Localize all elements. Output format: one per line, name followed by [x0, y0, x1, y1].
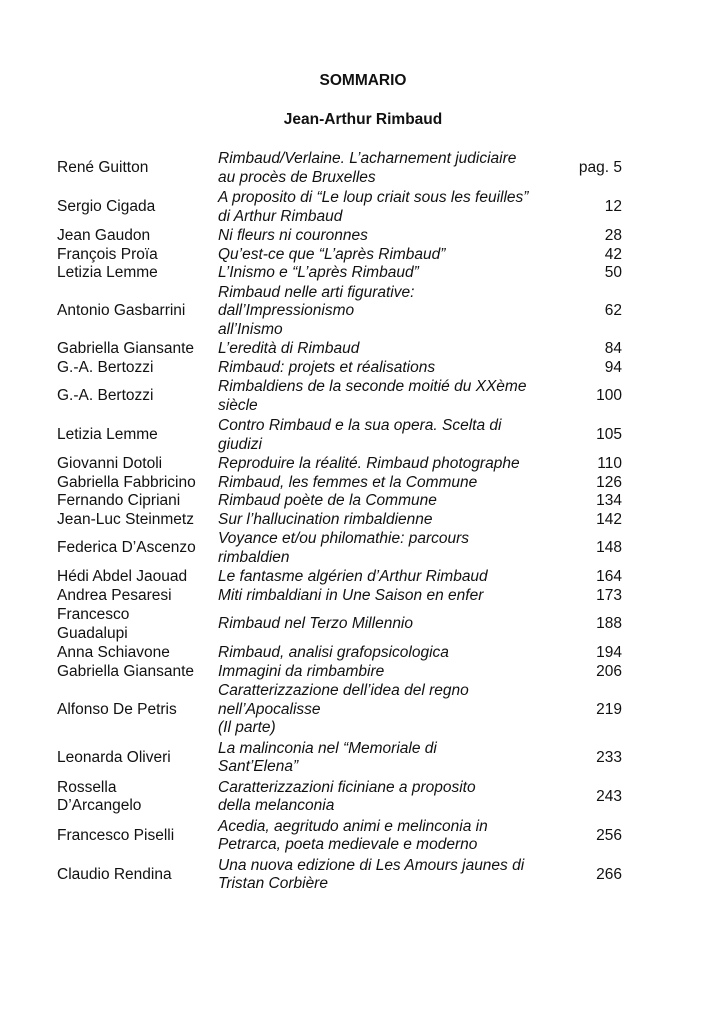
- toc-entry: [57, 663, 622, 682]
- entry-title-line: Rimbaud, les femmes et la Commune: [218, 473, 478, 491]
- entry-page-number: 142: [596, 510, 622, 528]
- entry-author: Fernando Cipriani: [57, 492, 181, 509]
- entry-author: Jean Gaudon: [57, 227, 151, 244]
- entry-title: [218, 587, 573, 606]
- entry-author: Jean-Luc Steinmetz: [57, 510, 194, 528]
- entry-title-line: Tristan Corbière: [218, 875, 328, 892]
- entry-author: Gabriella Giansante: [57, 662, 194, 680]
- entry-title: [218, 416, 573, 455]
- entry-title: [218, 739, 573, 778]
- entry-page-number: 173: [596, 586, 622, 604]
- entry-title-line: all’Inismo: [218, 320, 283, 338]
- entry-author: François Proïa: [57, 245, 158, 263]
- entry-title: [218, 778, 573, 817]
- toc-entry: [57, 474, 622, 493]
- page-heading: SOMMARIO: [319, 72, 407, 89]
- entry-page-number: 100: [596, 387, 622, 405]
- entry-page-number: 28: [604, 227, 622, 244]
- entry-title-line: giudizi: [218, 435, 262, 453]
- entry-title: [218, 359, 573, 378]
- toc-entry: [57, 681, 622, 739]
- entry-page-number: 164: [596, 568, 622, 585]
- entry-title: [218, 644, 573, 663]
- entry-title-line: L’eredità di Rimbaud: [218, 340, 360, 357]
- entry-title: [218, 663, 573, 682]
- entry-author: Anna Schiavone: [57, 644, 170, 661]
- entry-author: Gabriella Fabbricino: [57, 473, 196, 491]
- entry-page-number: 206: [596, 662, 622, 680]
- entry-title: [218, 149, 573, 188]
- entry-title-line: L’Inismo e “L’après Rimbaud”: [218, 264, 419, 281]
- entry-title-line: Immagini da rimbambire: [218, 662, 385, 680]
- entry-title: [218, 246, 573, 265]
- entry-title-line: La malinconia nel “Memoriale di: [218, 739, 437, 757]
- toc-entry: [57, 644, 622, 663]
- entry-author: Letizia Lemme: [57, 426, 158, 444]
- entry-title-line: Rimbaud/Verlaine. L’acharnement judiciaire: [218, 150, 517, 167]
- entry-author: Sergio Cigada: [57, 198, 156, 216]
- entry-title: [218, 681, 573, 739]
- toc-entry: [57, 587, 622, 606]
- entry-title-line: Rimbaud: projets et réalisations: [218, 358, 436, 376]
- toc-entry: [57, 568, 622, 587]
- entry-page-number: 84: [604, 340, 622, 357]
- entry-title-line: Ni fleurs ni couronnes: [218, 227, 368, 244]
- entry-page-number: 134: [596, 492, 622, 509]
- entry-title-line: nell’Apocalisse: [218, 700, 321, 718]
- entry-title-line: Rimbaldiens de la seconde moitié du XXème: [218, 378, 527, 395]
- entry-title: [218, 511, 573, 530]
- entry-author: Antonio Gasbarrini: [57, 302, 186, 319]
- entry-page-number: 256: [596, 826, 622, 844]
- entry-author: Alfonso De Petris: [57, 700, 177, 718]
- toc-entry: [57, 416, 622, 455]
- entry-page-number: 243: [596, 787, 622, 805]
- entry-title-line: di Arthur Rimbaud: [218, 207, 343, 225]
- entry-title: [218, 817, 573, 856]
- toc-entry: [57, 264, 622, 283]
- entry-page-number: 266: [596, 865, 622, 883]
- entry-title-line: Contro Rimbaud e la sua opera. Scelta di: [218, 417, 502, 434]
- toc-entry: [57, 340, 622, 359]
- entry-title-line: Caratterizzazioni ficiniane a proposito: [218, 778, 476, 796]
- entry-title-line: au procès de Bruxelles: [218, 168, 376, 186]
- entry-author: Francesco Guadalupi: [57, 606, 130, 642]
- entry-page-number: 110: [597, 455, 622, 472]
- entry-title-line: siècle: [218, 396, 258, 414]
- entry-author: Claudio Rendina: [57, 865, 172, 883]
- toc-body: [57, 149, 622, 895]
- entry-title-line: A proposito di “Le loup criait sous les feuilles”: [218, 189, 529, 206]
- entry-title: [218, 340, 573, 359]
- toc-entry: [57, 856, 622, 895]
- entry-page-number: pag. 5: [578, 159, 622, 177]
- entry-title: [218, 377, 573, 416]
- entry-author: G.-A. Bertozzi: [57, 387, 154, 405]
- toc-entry: [57, 149, 622, 188]
- entry-title-line: Sur l’hallucination rimbaldienne: [218, 510, 433, 528]
- toc-entry: [57, 283, 622, 341]
- entry-title: [218, 188, 573, 227]
- entry-title: [218, 492, 573, 511]
- entry-author: Federica D’Ascenzo: [57, 539, 196, 557]
- toc-entry: [57, 227, 622, 246]
- entry-title-line: Miti rimbaldiani in Une Saison en enfer: [218, 586, 484, 604]
- entry-title: [218, 605, 573, 644]
- entry-author: G.-A. Bertozzi: [57, 358, 154, 376]
- entry-author: Hédi Abdel Jaouad: [57, 568, 188, 585]
- entry-page-number: 42: [604, 245, 622, 263]
- toc-entry: [57, 739, 622, 778]
- entry-title-line: della melanconia: [218, 797, 335, 814]
- entry-page-number: 62: [604, 302, 622, 319]
- entry-title-line: Rimbaud, analisi grafopsicologica: [218, 644, 449, 661]
- entry-title-line: Sant’Elena”: [218, 758, 299, 775]
- entry-title: [218, 455, 573, 474]
- entry-title: [218, 227, 573, 246]
- entry-title: [218, 264, 573, 283]
- entry-title-line: Reproduire la réalité. Rimbaud photographe: [218, 455, 520, 472]
- entry-title-line: Petrarca, poeta medievale e moderno: [218, 836, 478, 853]
- entry-page-number: 188: [596, 615, 622, 633]
- toc-entry: [57, 529, 622, 568]
- entry-title-line: Rimbaud nelle arti figurative:: [218, 283, 415, 301]
- entry-page-number: 219: [596, 700, 622, 718]
- toc-entry: [57, 492, 622, 511]
- toc-entry: [57, 188, 622, 227]
- entry-title-line: Caratterizzazione dell’idea del regno: [218, 682, 469, 699]
- toc-entry: [57, 359, 622, 378]
- entry-page-number: 148: [596, 539, 622, 557]
- entry-title-line: Qu’est-ce que “L’après Rimbaud”: [218, 245, 446, 263]
- entry-author: Letizia Lemme: [57, 264, 158, 281]
- entry-author: Andrea Pesaresi: [57, 586, 172, 604]
- entry-title-line: rimbaldien: [218, 548, 290, 566]
- entry-title-line: (Il parte): [218, 719, 276, 736]
- toc-entry: [57, 511, 622, 530]
- toc-entry: [57, 778, 622, 817]
- entry-page-number: 12: [604, 198, 622, 216]
- entry-title: [218, 474, 573, 493]
- entry-author: Gabriella Giansante: [57, 340, 194, 357]
- entry-title: [218, 856, 573, 895]
- entry-author: Francesco Piselli: [57, 826, 175, 844]
- table-of-contents: [57, 149, 622, 895]
- entry-author: Giovanni Dotoli: [57, 455, 163, 472]
- entry-page-number: 126: [596, 473, 622, 491]
- entry-author: Rossella D’Arcangelo: [57, 778, 142, 814]
- toc-entry: [57, 377, 622, 416]
- entry-author: Leonarda Oliveri: [57, 748, 171, 766]
- toc-entry: [57, 455, 622, 474]
- toc-entry: [57, 246, 622, 265]
- entry-title-line: Rimbaud poète de la Commune: [218, 492, 437, 509]
- section-subheading: Jean-Arthur Rimbaud: [283, 111, 443, 128]
- toc-entry: [57, 605, 622, 644]
- entry-page-number: 105: [596, 426, 622, 444]
- entry-title-line: Le fantasme algérien d’Arthur Rimbaud: [218, 568, 488, 585]
- entry-title-line: Acedia, aegritudo animi e melinconia in: [218, 817, 488, 835]
- entry-page-number: 50: [604, 264, 622, 281]
- entry-page-number: 233: [596, 748, 622, 766]
- entry-title: [218, 568, 573, 587]
- entry-page-number: 94: [604, 358, 622, 376]
- toc-entry: [57, 817, 622, 856]
- entry-title: [218, 283, 573, 341]
- entry-title-line: Voyance et/ou philomathie: parcours: [218, 530, 470, 547]
- entry-title-line: Rimbaud nel Terzo Millennio: [218, 615, 413, 633]
- entry-title-line: Una nuova edizione di Les Amours jaunes di: [218, 856, 525, 874]
- entry-title-line: dall’Impressionismo: [218, 302, 355, 319]
- entry-title: [218, 529, 573, 568]
- entry-author: René Guitton: [57, 159, 149, 177]
- entry-page-number: 194: [596, 644, 622, 661]
